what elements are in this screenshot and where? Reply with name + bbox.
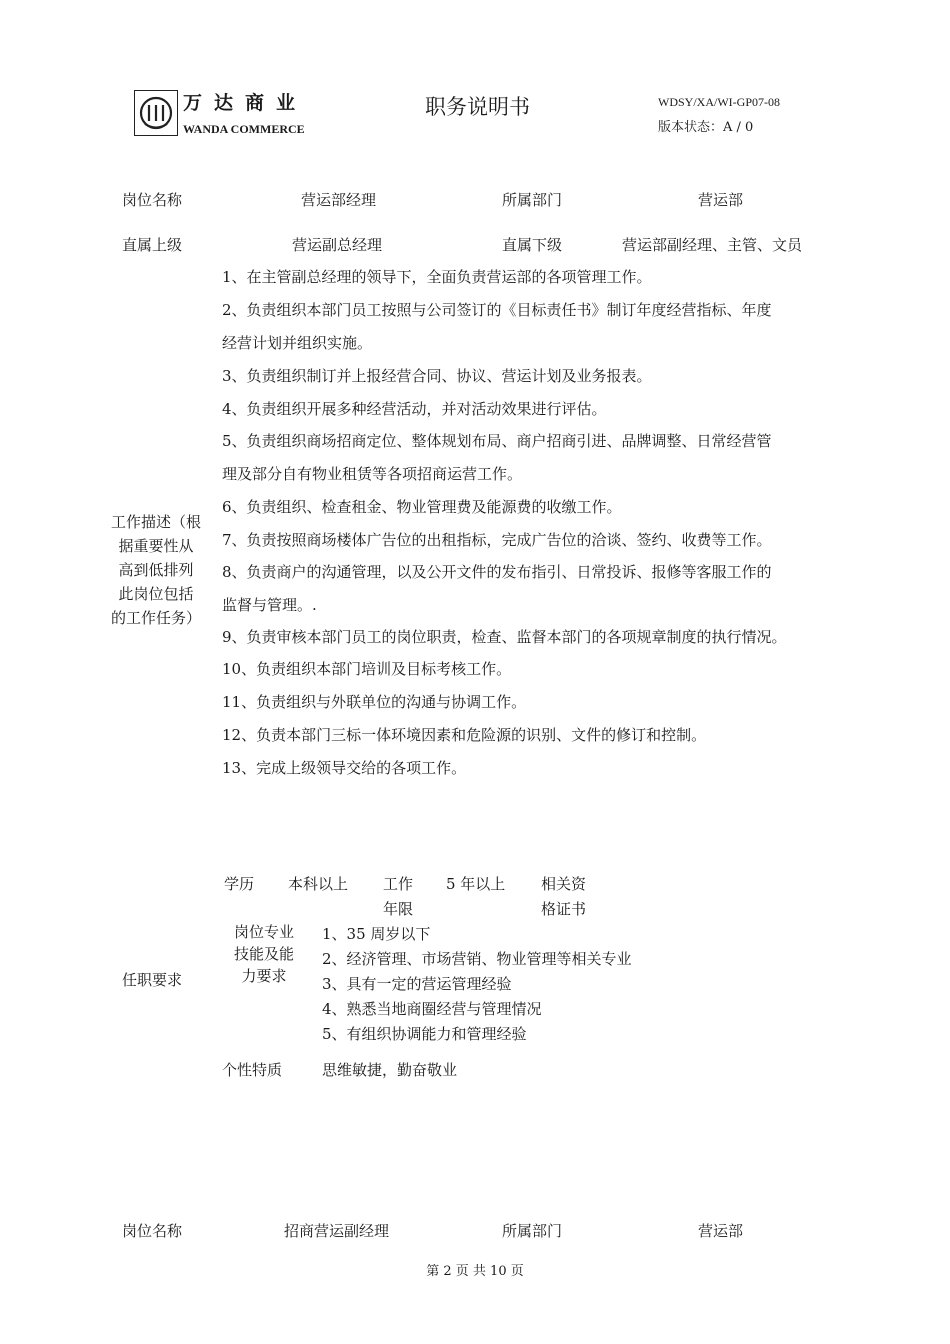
personality-label: 个性特质 (222, 1061, 283, 1079)
department-label: 所属部门 (502, 191, 563, 209)
duty-line: 4、负责组织开展多种经营活动，并对活动效果进行评估。 (222, 400, 607, 418)
duty-line: 6、负责组织、检查租金、物业管理费及能源费的收缴工作。 (222, 498, 622, 516)
duty-line: 2、负责组织本部门员工按照与公司签订的《目标责任书》制订年度经营指标、年度 (222, 301, 772, 319)
duty-line: 1、在主管副总经理的领导下，全面负责营运部的各项管理工作。 (222, 268, 652, 286)
next-position-label: 岗位名称 (122, 1222, 183, 1240)
skills-label-line: 力要求 (241, 967, 287, 985)
superior-value: 营运副总经理 (292, 236, 383, 254)
duties-label-line: 的工作任务） (110, 609, 201, 627)
next-department-label: 所属部门 (502, 1222, 563, 1240)
logo-chinese-name: 万达商业 (183, 92, 308, 114)
certificate-label: 相关资 (541, 875, 587, 893)
skill-item: 3、具有一定的营运管理经验 (322, 975, 512, 993)
duty-line: 7、负责按照商场楼体广告位的出租指标，完成广告位的洽谈、签约、收费等工作。 (222, 531, 772, 549)
work-years-value: 5 年以上 (446, 875, 506, 893)
superior-label: 直属上级 (122, 236, 183, 254)
skill-item: 4、熟悉当地商圈经营与管理情况 (322, 1000, 542, 1018)
subordinate-label: 直属下级 (502, 236, 563, 254)
education-value: 本科以上 (288, 875, 349, 893)
duty-line: 13、完成上级领导交给的各项工作。 (222, 759, 467, 777)
duty-line: 5、负责组织商场招商定位、整体规划布局、商户招商引进、品牌调整、日常经营管 (222, 432, 772, 450)
position-label: 岗位名称 (122, 191, 183, 209)
duty-line: 3、负责组织制订并上报经营合同、协议、营运计划及业务报表。 (222, 367, 652, 385)
next-department-value: 营运部 (698, 1222, 744, 1240)
logo-english-name: WANDA COMMERCE (183, 122, 305, 136)
duties-label-line: 工作描述（根 (110, 513, 201, 531)
skill-item: 5、有组织协调能力和管理经验 (322, 1025, 527, 1043)
duty-line: 经营计划并组织实施。 (222, 334, 373, 352)
duty-line: 9、负责审核本部门员工的岗位职责，检查、监督本部门的各项规章制度的执行情况。 (222, 628, 787, 646)
personality-value: 思维敏捷，勤奋敬业 (322, 1061, 458, 1079)
skills-label-line: 技能及能 (233, 945, 294, 963)
page-number: 第 2 页 共 10 页 (426, 1264, 524, 1279)
duty-line: 监督与管理。. (222, 596, 317, 614)
duties-label-line: 高到低排列 (118, 561, 194, 579)
duty-line: 10、负责组织本部门培训及目标考核工作。 (222, 660, 512, 678)
skills-label (226, 921, 302, 987)
company-logo (134, 90, 178, 136)
work-years-label: 工作 (383, 875, 414, 893)
duty-line: 11、负责组织与外联单位的沟通与协调工作。 (222, 693, 527, 711)
document-version: 版本状态：A / 0 (658, 120, 754, 135)
skills-label-line: 岗位专业 (233, 923, 294, 941)
requirements-label: 任职要求 (122, 971, 183, 989)
duties-label-line: 此岗位包括 (118, 585, 194, 603)
subordinate-value: 营运部副经理、主管、文员 (622, 236, 803, 254)
duty-line: 理及部分自有物业租赁等各项招商运营工作。 (222, 465, 523, 483)
work-years-label: 年限 (383, 900, 414, 918)
skill-item: 2、经济管理、市场营销、物业管理等相关专业 (322, 950, 632, 968)
duty-line: 8、负责商户的沟通管理，以及公开文件的发布指引、日常投诉、报修等客服工作的 (222, 563, 772, 581)
duties-label-line: 据重要性从 (118, 537, 194, 555)
education-label: 学历 (224, 875, 255, 893)
department-value: 营运部 (698, 191, 744, 209)
document-code: WDSY/XA/WI-GP07-08 (658, 95, 780, 109)
duty-line: 12、负责本部门三标一体环境因素和危险源的识别、文件的修订和控制。 (222, 726, 707, 744)
duties-label (104, 510, 208, 630)
skill-item: 1、35 周岁以下 (322, 925, 431, 943)
logo-mark-icon (135, 91, 177, 135)
document-title: 职务说明书 (425, 95, 530, 119)
position-value: 营运部经理 (301, 191, 377, 209)
next-position-value: 招商营运副经理 (284, 1222, 390, 1240)
certificate-label: 格证书 (541, 900, 587, 918)
